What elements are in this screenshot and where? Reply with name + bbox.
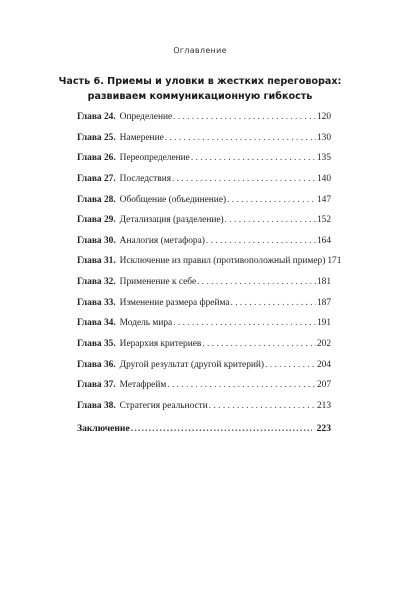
page-number: 120 [316,112,331,122]
chapter-number: Глава 27. [77,173,116,184]
running-head: Оглавление [173,46,227,55]
chapter-title: Детализация (разделение) [119,215,224,226]
dot-leader [172,174,316,184]
dot-leader [209,401,316,411]
chapter-number: Глава 24. [77,112,116,122]
toc-entry[interactable] [77,401,331,422]
chapter-number: Глава 25. [77,132,116,143]
chapter-title: Последствия [119,173,172,184]
conclusion-page-number: 223 [316,423,331,434]
chapter-number: Глава 29. [77,215,116,226]
page-number: 202 [316,339,331,350]
toc-entry[interactable] [77,256,342,277]
chapter-title: Исключение из правил (противоположный пример) [119,256,326,267]
dot-leader [231,298,316,308]
toc-entry[interactable] [77,277,331,298]
chapter-title: Метафрейм [119,380,167,391]
section-title-line-1: Часть 6. Приемы и уловки в жестких переговорах: [58,76,342,87]
page-number: 204 [316,359,331,370]
chapter-title: Другой результат (другой критерий) [119,359,265,370]
chapter-number: Глава 32. [77,277,116,288]
dot-leader [197,277,316,287]
toc-entry[interactable] [77,195,331,216]
page-number: 135 [316,153,331,164]
page-number: 152 [316,215,331,226]
toc-entry[interactable] [77,380,331,401]
chapter-number: Глава 30. [77,235,116,246]
chapter-title: Переопределение [119,153,190,164]
chapter-title: Определение [119,112,173,122]
page-number: 171 [327,256,342,267]
chapter-number: Глава 34. [77,318,116,329]
chapter-number: Глава 33. [77,297,116,308]
dot-leader [167,380,316,390]
toc-entry[interactable] [77,298,331,319]
chapter-number: Глава 28. [77,194,116,205]
page-number: 164 [316,235,331,246]
dot-leader [191,153,316,163]
chapter-title: Иерархия критериев [119,339,202,350]
toc-entry[interactable] [77,153,331,174]
chapter-title: Изменение размера фрейма [119,297,230,308]
toc-entry[interactable] [77,174,331,195]
chapter-title: Обобщение (объединение) [119,194,227,205]
section-title-line-2: развиваем коммуникационную гибкость [87,91,313,102]
page-number: 207 [316,380,331,391]
section-title [40,74,360,104]
conclusion-title: Заключение [77,423,130,434]
dot-leader [131,423,312,434]
toc-entry[interactable] [77,215,331,236]
page-number: 187 [316,297,331,308]
toc-entry[interactable] [77,339,331,360]
page-number: 181 [316,277,331,288]
dot-leader [173,112,316,122]
page-number: 213 [316,400,331,411]
chapter-number: Глава 31. [77,256,116,267]
chapter-title: Стратегия реальности [119,400,208,411]
dot-leader [173,318,316,328]
toc-entry[interactable] [77,318,331,339]
chapter-title: Применение к себе [119,277,197,288]
page-number: 130 [316,132,331,143]
dot-leader [202,339,316,349]
table-of-contents [77,112,342,422]
toc-entry[interactable] [77,112,331,133]
toc-entry[interactable] [77,133,331,154]
chapter-title: Модель мира [119,318,173,329]
dot-leader [265,360,316,370]
chapter-number: Глава 38. [77,400,116,411]
dot-leader [227,195,316,205]
chapter-number: Глава 35. [77,339,116,350]
toc-entry[interactable] [77,360,331,381]
chapter-title: Аналогия (метафора) [119,235,205,246]
page-number: 140 [316,173,331,184]
dot-leader [225,215,316,225]
chapter-number: Глава 37. [77,380,116,391]
toc-entry[interactable] [77,236,331,257]
dot-leader [165,133,316,143]
page-number: 147 [316,194,331,205]
toc-entry-conclusion[interactable] [77,423,331,434]
chapter-number: Глава 26. [77,153,116,164]
page-number: 191 [316,318,331,329]
dot-leader [206,236,316,246]
chapter-number: Глава 36. [77,359,116,370]
chapter-title: Намерение [119,132,164,143]
